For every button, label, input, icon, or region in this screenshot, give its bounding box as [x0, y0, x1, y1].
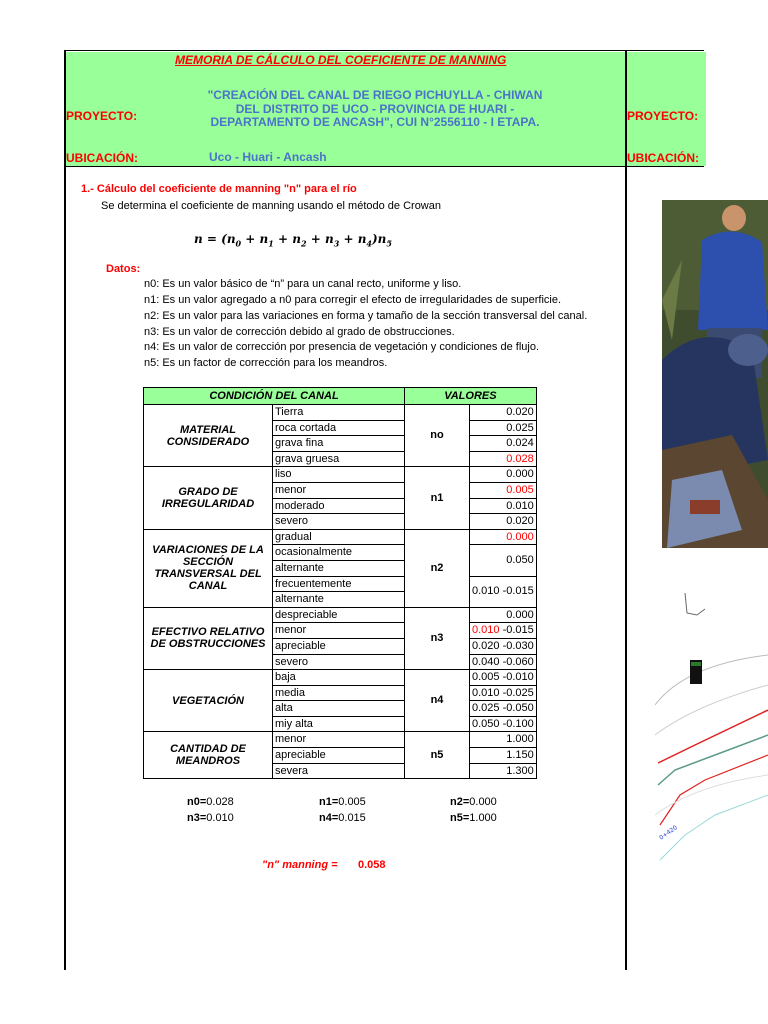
sheet-left-border	[64, 50, 66, 970]
value-cell: 1.300	[470, 763, 537, 779]
header-valores: VALORES	[405, 388, 537, 405]
summary-n0	[187, 796, 234, 808]
code-n4: n4	[405, 670, 470, 732]
svg-text:0+420: 0+420	[658, 824, 679, 842]
category-material: MATERIAL CONSIDERADO	[144, 405, 273, 467]
option-cell: baja	[273, 670, 405, 686]
option-cell: menor	[273, 623, 405, 639]
header-bottom-border	[64, 166, 704, 167]
manning-formula: $n = (n_0 + n_1 + n_2 + n_3 + n_4)n_5$	[194, 232, 392, 249]
option-cell: severa	[273, 763, 405, 779]
option-cell: ocasionalmente	[273, 545, 405, 561]
option-cell: Tierra	[273, 405, 405, 421]
value-cell: 0.005 -0.010	[470, 670, 537, 686]
summary-n5-label: n5=	[450, 812, 470, 824]
coefficient-table	[143, 387, 537, 779]
value-cell: 0.025 -0.050	[470, 701, 537, 717]
value-cell: 0.020	[470, 514, 537, 530]
category-obstrucciones: EFECTIVO RELATIVO DE OBSTRUCCIONES	[144, 607, 273, 669]
definition-n1: n1: Es un valor agregado a n0 para corregir el efecto de irregularidades de superficie.	[144, 294, 562, 306]
right-ubicacion-label: UBICACIÓN:	[627, 151, 699, 165]
manning-result-value: 0.058	[358, 859, 386, 871]
definition-n4: n4: Es un valor de corrección por presencia de vegetación y condiciones de flujo.	[144, 341, 540, 353]
option-cell: severo	[273, 654, 405, 670]
option-cell: alternante	[273, 592, 405, 608]
summary-n2-label: n2=	[450, 796, 470, 808]
option-cell: roca cortada	[273, 420, 405, 436]
sheet-column-divider	[625, 50, 627, 970]
option-cell: grava fina	[273, 436, 405, 452]
option-cell: apreciable	[273, 638, 405, 654]
option-cell: media	[273, 685, 405, 701]
value-selected-part: 0.010	[472, 624, 500, 637]
header-condicion: CONDICIÓN DEL CANAL	[144, 388, 405, 405]
option-cell: despreciable	[273, 607, 405, 623]
definition-n0: n0: Es un valor básico de “n” para un canal recto, uniforme y liso.	[144, 278, 462, 290]
code-n5: n5	[405, 732, 470, 779]
code-n2: n2	[405, 529, 470, 607]
canal-profile-drawing	[655, 585, 768, 870]
option-cell: frecuentemente	[273, 576, 405, 592]
summary-n3-value: 0.010	[206, 812, 234, 824]
summary-n2	[450, 796, 497, 808]
ubicacion-label: UBICACIÓN:	[66, 151, 138, 165]
right-proyecto-label: PROYECTO:	[627, 109, 699, 123]
value-cell-selected	[470, 623, 537, 639]
code-n1: n1	[405, 467, 470, 529]
value-cell-selected: 0.000	[470, 529, 537, 545]
value-cell: 0.050 -0.100	[470, 716, 537, 732]
value-cell: 0.020	[470, 405, 537, 421]
value-cell: 0.000	[470, 467, 537, 483]
value-cell: 0.040 -0.060	[470, 654, 537, 670]
manning-result-label: "n" manning =	[262, 859, 338, 871]
category-meandros: CANTIDAD DE MEANDROS	[144, 732, 273, 779]
value-cell: 0.020 -0.030	[470, 638, 537, 654]
value-cell: 1.000	[470, 732, 537, 748]
value-cell: 0.024	[470, 436, 537, 452]
summary-n0-label: n0=	[187, 796, 207, 808]
datos-label: Datos:	[106, 263, 141, 275]
summary-n2-value: 0.000	[469, 796, 497, 808]
option-cell: menor	[273, 482, 405, 498]
definition-n3: n3: Es un valor de corrección debido al grado de obstrucciones.	[144, 326, 455, 338]
value-range-part: -0.015	[499, 624, 534, 637]
option-cell: gradual	[273, 529, 405, 545]
option-cell: moderado	[273, 498, 405, 514]
summary-n5-value: 1.000	[469, 812, 497, 824]
sheet-top-border	[64, 50, 704, 51]
summary-n5	[450, 812, 497, 824]
value-cell: 0.010 -0.025	[470, 685, 537, 701]
table-row	[144, 529, 537, 545]
option-cell: grava gruesa	[273, 451, 405, 467]
summary-n4-label: n4=	[319, 812, 339, 824]
category-vegetacion: VEGETACIÓN	[144, 670, 273, 732]
category-variaciones: VARIACIONES DE LA SECCIÓN TRANSVERSAL DEL CANAL	[144, 529, 273, 607]
table-header-row	[144, 388, 537, 405]
summary-n4	[319, 812, 366, 824]
section-title: 1.- Cálculo del coeficiente de manning "n" para el río	[81, 183, 357, 195]
summary-n1	[319, 796, 366, 808]
table-row	[144, 405, 537, 421]
summary-n1-value: 0.005	[338, 796, 366, 808]
value-cell: 0.050	[470, 545, 537, 576]
field-photo	[662, 200, 768, 548]
option-cell: apreciable	[273, 748, 405, 764]
category-irregularidad: GRADO DE IRREGULARIDAD	[144, 467, 273, 529]
value-cell: 0.010	[470, 498, 537, 514]
code-no: no	[405, 405, 470, 467]
summary-n0-value: 0.028	[206, 796, 234, 808]
section-intro: Se determina el coeficiente de manning usando el método de Crowan	[101, 200, 441, 212]
ubicacion-text: Uco - Huari - Ancash	[209, 150, 327, 164]
definition-n5: n5: Es un factor de corrección para los meandros.	[144, 357, 388, 369]
table-row	[144, 732, 537, 748]
value-cell: 0.025	[470, 420, 537, 436]
value-cell: 1.150	[470, 748, 537, 764]
option-cell: severo	[273, 514, 405, 530]
option-cell: menor	[273, 732, 405, 748]
value-cell-selected: 0.005	[470, 482, 537, 498]
summary-n1-label: n1=	[319, 796, 339, 808]
document-title: MEMORIA DE CÁLCULO DEL COEFICIENTE DE MANNING	[175, 53, 507, 67]
value-cell-selected: 0.028	[470, 451, 537, 467]
value-cell: 0.000	[470, 607, 537, 623]
summary-n4-value: 0.015	[338, 812, 366, 824]
summary-n3-label: n3=	[187, 812, 207, 824]
proyecto-label: PROYECTO:	[66, 109, 138, 123]
option-cell: alternante	[273, 560, 405, 576]
proyecto-text: "CREACIÓN DEL CANAL DE RIEGO PICHUYLLA - CHIWAN DEL DISTRITO DE UCO - PROVINCIA DE HUARI - DEPARTAMENTO DE ANCASH", CUI N°2556110 - I ETAPA.	[207, 88, 543, 129]
value-cell: 0.010 -0.015	[470, 576, 537, 607]
table-row	[144, 670, 537, 686]
definition-n2: n2: Es un valor para las variaciones en forma y tamaño de la sección transversal del canal.	[144, 310, 588, 322]
option-cell: miy alta	[273, 716, 405, 732]
table-row	[144, 607, 537, 623]
option-cell: alta	[273, 701, 405, 717]
option-cell: liso	[273, 467, 405, 483]
summary-n3	[187, 812, 234, 824]
table-row	[144, 467, 537, 483]
code-n3: n3	[405, 607, 470, 669]
